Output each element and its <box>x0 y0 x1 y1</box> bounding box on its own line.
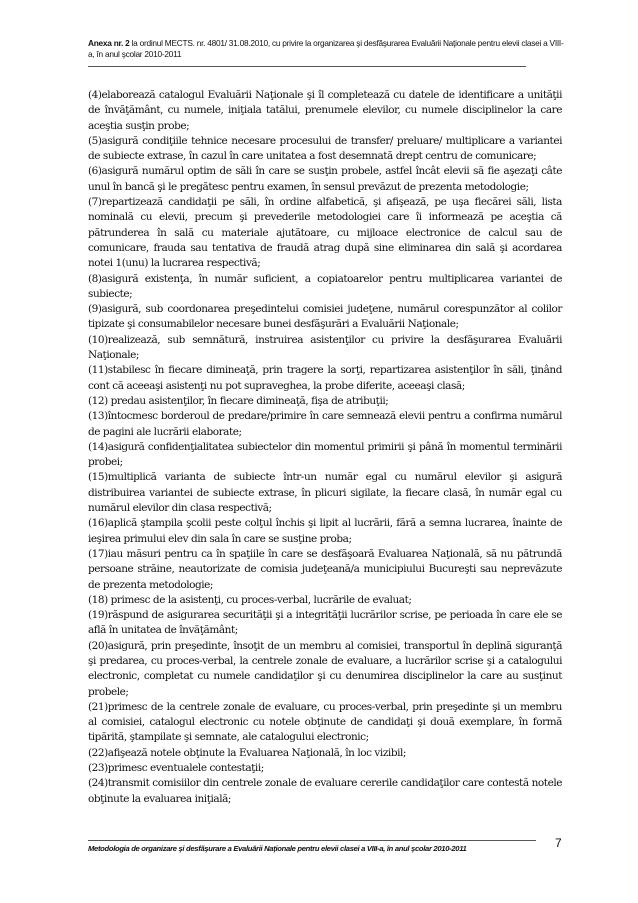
paragraph: (14)asigură confidenţialitatea subiectelor din momentul primirii şi până în momentul terminării probei; <box>88 440 562 469</box>
paragraph: (10)realizează, sub semnătură, instruirea asistenţilor cu privire la desfăşurarea Evaluării Naţionale; <box>88 333 562 362</box>
header-rule <box>88 66 526 67</box>
paragraph: (7)repartizează candidaţii pe săli, în ordine alfabetică, şi afişează, pe uşa fiecărei săli, lista nominală cu elevii, precum şi prevederile metodologiei care îi informează pe aceştia că pătrunderea în sală cu materiale ajutătoare, cu mijloace electronice de calcul sau de comunicare, frauda sau tentativa de fraudă atrag după sine eliminarea din sală şi acordarea notei 1(unu) la lucrarea respectivă; <box>88 196 562 270</box>
paragraph: (17)iau măsuri pentru ca în spaţiile în care se desfăşoară Evaluarea Naţională, să nu pătrundă persoane străine, neautorizate de comisia judeţeană/a municipiului Bucureşti sau neprevăzute de prezenta metodologie; <box>88 547 562 591</box>
paragraph: (18) primesc de la asistenţi, cu proces-verbal, lucrările de evaluat; <box>88 593 412 606</box>
paragraph: (5)asigură condiţiile tehnice necesare procesului de transfer/ preluare/ multiplicare a variantei de subiecte extrase, în cazul în care unitatea a fost desemnată drept centru de comunicare; <box>88 134 562 163</box>
paragraph: (24)transmit comisiilor din centrele zonale de evaluare cererile candidaţilor care contestă notele obţinute la evaluarea iniţială; <box>88 777 562 805</box>
footer-rule <box>88 840 536 841</box>
document-body <box>88 88 562 807</box>
paragraph: (21)primesc de la centrele zonale de evaluare, cu proces-verbal, prin preşedinte şi un membru al comisiei, catalogul electronic cu notele obţinute de candidaţi şi două exemplare, în formă tipărită, ştampilate şi semnate, ale catalogului electronic; <box>88 700 562 744</box>
paragraph: (11)stabilesc în fiecare dimineaţă, prin tragere la sorţi, repartizarea asistenţilor în săli, ţinând cont că aceeaşi asistenţi nu pot supraveghea, la probe diferite, aceeaşi clasă; <box>88 364 562 392</box>
paragraph: (22)afişează notele obţinute la Evaluarea Naţională, în loc vizibil; <box>88 746 406 759</box>
paragraph: (19)răspund de asigurarea securităţii şi a integrităţii lucrărilor scrise, pe perioada în care ele se află în unitatea de învăţământ; <box>88 609 562 637</box>
page-header <box>88 38 568 60</box>
paragraph: (23)primesc eventualele contestaţii; <box>88 762 264 775</box>
page-footer: Metodologia de organizare şi desfăşurare a Evaluării Naţionale pentru elevii clasei a VIII-a, în anul şcolar 2010-2011 <box>88 844 467 853</box>
paragraph: (8)asigură existenţa, în număr suficient, a copiatoarelor pentru multiplicarea variantei de subiecte; <box>88 272 562 300</box>
paragraph: (20)asigură, prin preşedinte, însoţit de un membru al comisiei, transportul în deplină siguranţă şi predarea, cu proces-verbal, la centrele zonale de evaluare, a lucrărilor scrise şi a catalogului electronic, completat cu numele candidaţilor şi cu denumirea disciplinelor la care au susţinut probele; <box>88 639 562 698</box>
paragraph: (16)aplică ştampila şcolii peste colţul închis şi lipit al lucrării, fără a semna lucrarea, înainte de ieşirea primului elev din sala în care se susţine proba; <box>88 517 562 545</box>
header-text: la ordinul MECTS. nr. 4801/ 31.08.2010, cu privire la organizarea şi desfăşurarea Evaluării Naţionale pentru elevii clasei a VIII-a, în anul şcolar 2010-2011 <box>88 38 564 59</box>
annex-label: Anexa nr. 2 <box>88 38 130 48</box>
page-number: 7 <box>555 836 562 850</box>
paragraph: (12) predau asistenţilor, în fiecare dimineaţă, fişa de atribuţii; <box>88 394 389 407</box>
paragraph: (9)asigură, sub coordonarea preşedintelui comisiei judeţene, numărul corespunzător al colilor tipizate şi consumabilelor necesare bunei desfăşurări a Evaluării Naţionale; <box>88 303 562 331</box>
paragraph: (6)asigură numărul optim de săli în care se susţin probele, astfel încât elevii să fie aşezaţi câte unul în bancă şi le pregătesc pentru examen, în sensul prevăzut de prezenta metodologie; <box>88 165 562 193</box>
paragraph: (4)elaborează catalogul Evaluării Naţionale şi îl completează cu datele de identificare a unităţii de învăţământ, cu numele, iniţiala tatălui, prenumele elevilor, cu numele disciplinelor la care aceştia susţin probe; <box>88 89 562 132</box>
paragraph: (13)întocmesc borderoul de predare/primire în care semnează elevii pentru a confirma numărul de pagini ale lucrării elaborate; <box>88 410 562 438</box>
paragraph: (15)multiplică varianta de subiecte într-un număr egal cu numărul elevilor şi asigură distribuirea variantei de subiecte extrase, în plicuri sigilate, la fiecare clasă, în număr egal cu numărul elevilor din clasa respectivă; <box>88 471 562 515</box>
